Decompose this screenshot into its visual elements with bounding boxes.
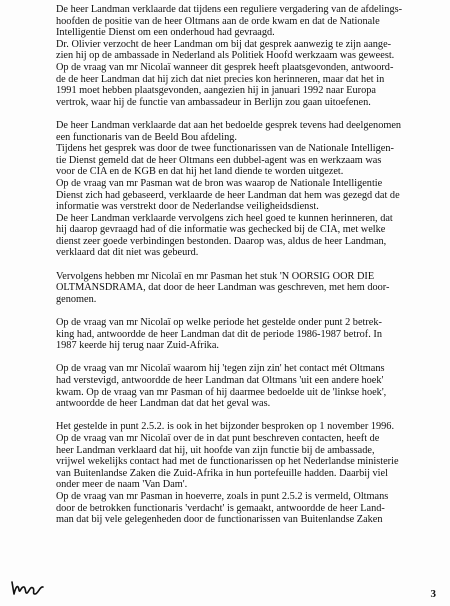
paragraph [56, 317, 428, 352]
text-line: had verstevigd, antwoordde de heer Landman dat Oltmans 'uit een andere hoek' [56, 375, 384, 386]
text-line: Dienst zich had gebaseerd, verklaarde de heer Landman dat hem was gezegd dat de [56, 189, 400, 201]
text-line: antwoordde de heer Landman dat dat het geval was. [56, 398, 271, 410]
paragraph [56, 363, 428, 409]
text-line: vertrok, waar hij de functie van ambassadeur in Berlijn zou gaan uitoefenen. [56, 96, 371, 108]
text-line: 1991 moet hebben plaatsgevonden, aangezien hij in januari 1992 naar Europa [56, 85, 376, 97]
paragraph-gap [56, 108, 428, 120]
text-line: kwam. Op de vraag van mr Pasman of hij daarmee bedoelde uit de 'linkse hoek', [56, 386, 387, 398]
text-line: OLTMANSDRAMA, dat door de heer Landman was geschreven, met hem door- [56, 282, 390, 294]
text-line: zien hij op de ambassade in Nederland als Politiek Hoofd werkzaam was geweest. [56, 50, 395, 62]
text-line: hoofden de positie van de heer Oltmans aan de orde kwam en dat de Nationale [56, 15, 380, 27]
text-line: door de betrokken functionaris 'verdacht' is gemaakt, antwoordde de heer Land- [56, 502, 385, 514]
text-line: De heer Landman verklaarde dat tijdens een reguliere vergadering van de afdelings- [56, 4, 403, 15]
handwritten-initials-signature [8, 572, 48, 600]
paragraph [56, 120, 428, 143]
text-line: genomen. [56, 293, 97, 305]
paragraph [56, 271, 428, 306]
text-line: van Buitenlandse Zaken die Zuid-Afrika in hun portefeuille hadden. Daarbij viel [56, 467, 388, 479]
text-line: Dr. Olivier verzocht de heer Landman om bij dat gesprek aanwezig te zijn aange- [56, 38, 392, 50]
paragraph [56, 62, 428, 108]
paragraph-gap [56, 259, 428, 271]
text-line: man dat bij vele gelegenheden door de functionarissen van Buitenlandse Zaken [56, 514, 383, 526]
paragraph [56, 491, 428, 526]
document-body [56, 4, 428, 526]
paragraph-gap [56, 352, 428, 364]
paragraph-gap [56, 410, 428, 422]
text-line: Intelligentie Dienst om een onderhoud had gevraagd. [56, 27, 275, 39]
text-line: heer Landman verklaard dat hij, uit hoofde van zijn functie bij de ambassade, [56, 444, 375, 456]
text-line: onder meer de naam 'Van Dam'. [56, 479, 188, 491]
text-line: De heer Landman verklaarde dat aan het bedoelde gesprek tevens had deelgenomen [56, 119, 402, 131]
paragraph-gap [56, 305, 428, 317]
text-line: een functionaris van de Beeld Bou afdeling. [56, 131, 237, 143]
text-line: Op de vraag van mr Pasman wat de bron was waarop de Nationale Intelligentie [56, 177, 383, 189]
text-line: 1987 keerde hij terug naar Zuid-Afrika. [56, 340, 219, 352]
text-line: Het gestelde in punt 2.5.2. is ook in het bijzonder besproken op 1 november 1996. [56, 421, 395, 433]
text-line: Op de vraag van mr Nicolaï wanneer dit gesprek heeft plaatsgevonden, antwoord- [56, 61, 394, 73]
paragraph [56, 178, 428, 213]
text-line: king had, antwoordde de heer Landman dat dit de periode 1986-1987 betrof. In [56, 328, 382, 340]
text-line: hij daarop gevraagd had of die informatie was gechecked bij de CIA, met welke [56, 224, 386, 236]
page-number: 3 [430, 588, 436, 600]
text-line: Op de vraag van mr Nicolaï op welke periode het gestelde onder punt 2 betrek- [56, 317, 382, 329]
text-line: informatie was verstrekt door de Nederlandse veiligheidsdienst. [56, 201, 319, 213]
paragraph [56, 4, 428, 39]
text-line: voor de CIA en de KGB en dat hij het land diende te worden uitgezet. [56, 166, 344, 178]
text-line: De heer Landman verklaarde vervolgens zich heel goed te kunnen herinneren, dat [56, 212, 393, 224]
paragraph [56, 421, 428, 491]
text-line: vrijwel wekelijks contact had met de functionarissen op het Nederlandse ministerie [56, 456, 399, 468]
text-line: Op de vraag van mr Nicolaï over de in dat punt beschreven contacten, heeft de [56, 432, 380, 444]
text-line: dienst zeer goede verbindingen bestonden. Daarop was, aldus de heer Landman, [56, 235, 387, 247]
text-line: Vervolgens hebben mr Nicolaï en mr Pasman het stuk 'N OORSIG OOR DIE [56, 270, 375, 282]
text-line: de de heer Landman dat hij zich dat niet precies kon herinneren, maar dat het in [56, 73, 385, 85]
paragraph [56, 143, 428, 178]
text-line: Tijdens het gesprek was door de twee functionarissen van de Nationale Intelligen- [56, 143, 394, 155]
text-line: Op de vraag van mr Pasman in hoeverre, zoals in punt 2.5.2 is vermeld, Oltmans [56, 490, 389, 502]
text-line: Op de vraag van mr Nicolaï waarom hij 'tegen zijn zin' het contact mét Oltmans [56, 363, 385, 375]
text-line: tie Dienst gemeld dat de heer Oltmans een dubbel-agent was en werkzaam was [56, 154, 382, 166]
text-line: verklaard dat dit niet was gebeurd. [56, 247, 199, 259]
paragraph [56, 213, 428, 259]
paragraph [56, 39, 428, 62]
